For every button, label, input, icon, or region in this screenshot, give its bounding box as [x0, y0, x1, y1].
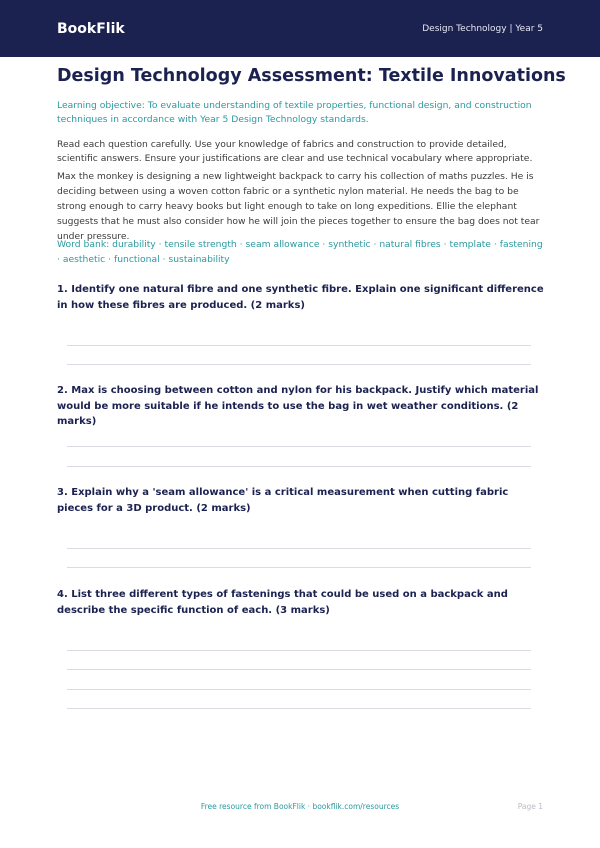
answer-line[interactable] — [67, 567, 531, 568]
page-header — [0, 0, 600, 57]
answer-line[interactable] — [67, 548, 531, 549]
learning-objective: Learning objective: To evaluate understanding of textile properties, functional design, and construction techniques in accordance with Year 5 Design Technology standards. — [57, 100, 532, 125]
answer-line[interactable] — [67, 446, 531, 447]
page-number: Page 1 — [517, 802, 543, 811]
page-title: Design Technology Assessment: Textile Innovations — [57, 66, 566, 86]
instructions-text: Read each question carefully. Use your knowledge of fabrics and construction to provide detailed, scientific answers. Ensure your justifications are clear and use technical vocabulary where appropriate. — [57, 139, 533, 164]
question-1: 1. Identify one natural fibre and one synthetic fibre. Explain one significant difference in how these fibres are produced. (2 marks) — [57, 284, 544, 311]
answer-line[interactable] — [67, 689, 531, 690]
footer-source-link[interactable]: Free resource from BookFlik · bookflik.com/resources — [200, 802, 400, 811]
question-3: 3. Explain why a 'seam allowance' is a critical measurement when cutting fabric pieces for a 3D product. (2 marks) — [57, 487, 509, 514]
answer-line[interactable] — [67, 708, 531, 709]
question-4: 4. List three different types of fastenings that could be used on a backpack and describe the specific function of each. (3 marks) — [57, 589, 508, 616]
subject-year-label: Design Technology | Year 5 — [422, 23, 543, 34]
question-2: 2. Max is choosing between cotton and nylon for his backpack. Justify which material would be more suitable if he intends to use the bag in wet weather conditions. (2 marks) — [57, 385, 539, 427]
answer-line[interactable] — [67, 650, 531, 651]
answer-line[interactable] — [67, 466, 531, 467]
answer-line[interactable] — [67, 345, 531, 346]
answer-line[interactable] — [67, 669, 531, 670]
word-bank: Word bank: durability · tensile strength · seam allowance · synthetic · natural fibres · template · fastening · aesthetic · functional · sustainability — [57, 239, 543, 265]
scenario-text: Max the monkey is designing a new lightweight backpack to carry his collection of maths puzzles. He is deciding between using a woven cotton fabric or a synthetic nylon material. He needs the bag to be strong enough to carry heavy books but light enough to take on long expeditions. Ellie the elephant suggests that he must also consider how he will join the pieces together to ensure the bag does not tear under pressure. — [57, 171, 540, 242]
answer-line[interactable] — [67, 364, 531, 365]
brand-logo-text: BookFlik — [57, 20, 125, 37]
page-footer — [0, 802, 600, 814]
